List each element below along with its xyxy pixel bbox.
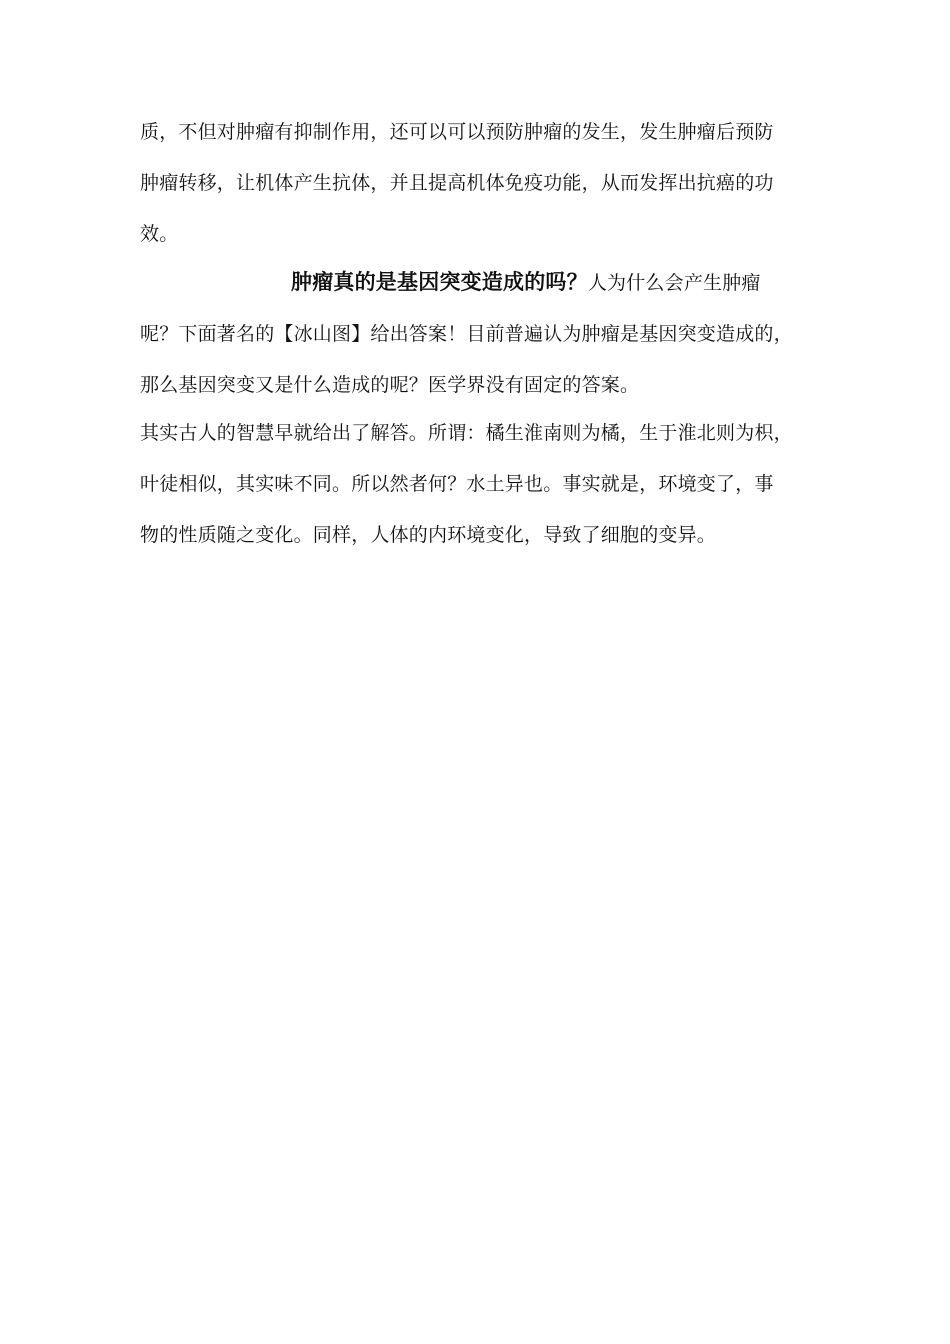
paragraph-2-line-3: 那么基因突变又是什么造成的呢？医学界没有固定的答案。 (140, 374, 640, 396)
paragraph-2 (140, 257, 820, 411)
paragraph-2-line-2: 呢？下面著名的【冰山图】给出答案！目前普遍认为肿瘤是基因突变造成的， (140, 323, 793, 345)
paragraph-3-line-1: 其实古人的智慧早就给出了解答。所谓：橘生淮南则为橘，生于淮北则为枳， (140, 422, 793, 444)
section-heading-tail: 人为什么会产生肿瘤 (587, 272, 761, 294)
paragraph-1-line-2: 肿瘤转移，让机体产生抗体，并且提高机体免疫功能，从而发挥出抗癌的功 (140, 172, 774, 194)
paragraph-3-line-3: 物的性质随之变化。同样，人体的内环境变化，导致了细胞的变异。 (140, 524, 717, 546)
paragraph-1 (140, 107, 820, 260)
section-heading: 肿瘤真的是基因突变造成的吗？ (291, 270, 588, 294)
paragraph-3-line-2: 叶徒相似，其实味不同。所以然者何？水土异也。事实就是，环境变了，事 (140, 473, 774, 495)
paragraph-1-line-3: 效。 (140, 223, 179, 245)
paragraph-3 (140, 408, 820, 561)
paragraph-1-line-1: 质，不但对肿瘤有抑制作用，还可以可以预防肿瘤的发生，发生肿瘤后预防 (140, 121, 774, 143)
paragraph-2-line-1 (140, 257, 820, 309)
